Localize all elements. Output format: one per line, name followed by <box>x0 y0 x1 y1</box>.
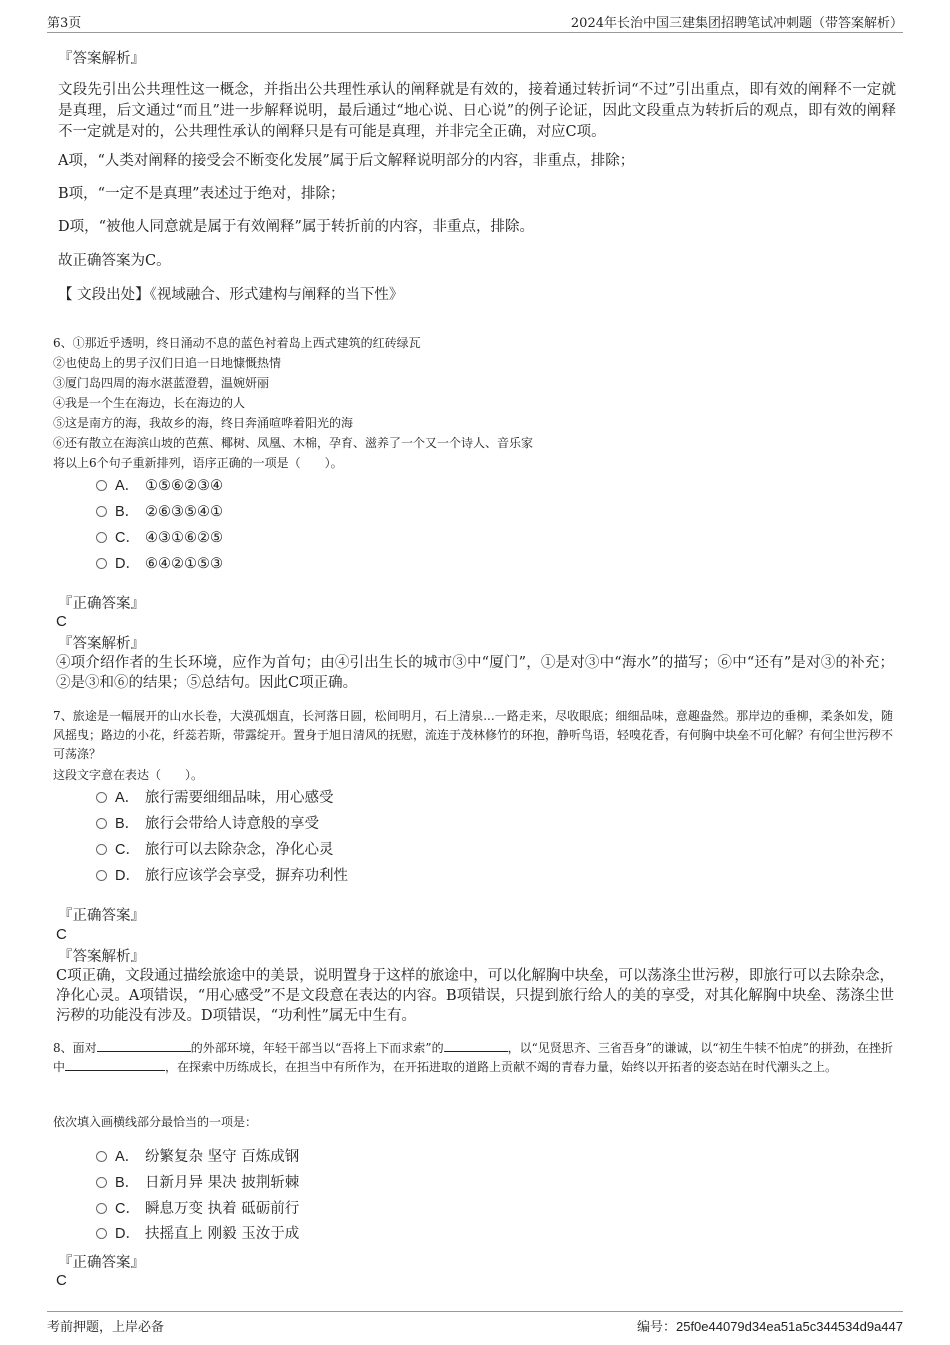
radio-icon[interactable] <box>96 1151 107 1162</box>
q8-option-b[interactable]: B． 日新月异 果决 披荆斩棘 <box>96 1172 299 1194</box>
q8-option-a[interactable]: A． 纷繁复杂 坚守 百炼成钢 <box>96 1146 299 1168</box>
q6-option-c[interactable]: C． ④③①⑥②⑤ <box>96 527 223 549</box>
radio-icon[interactable] <box>96 1203 107 1214</box>
q6-option-a[interactable]: A． ①⑤⑥②③④ <box>96 475 223 497</box>
radio-icon[interactable] <box>96 480 107 491</box>
radio-icon[interactable] <box>96 1177 107 1188</box>
radio-icon[interactable] <box>96 844 107 855</box>
page-number: 第3页 <box>47 16 82 31</box>
blank-1[interactable] <box>97 1039 191 1052</box>
q8-correct-title: 『正确答案』 <box>58 1255 145 1271</box>
radio-icon[interactable] <box>96 870 107 881</box>
q6-line-2: ②也使岛上的男子汉们日追一日地慷慨热情 <box>53 356 282 370</box>
q5-option-b-note: B项，“一定不是真理”表述过于绝对，排除； <box>58 186 345 202</box>
q6-correct-title: 『正确答案』 <box>58 596 145 612</box>
q6-line-5: ⑤这是南方的海，我故乡的海，终日奔涌喧哗着阳光的海 <box>53 416 354 430</box>
q6-correct-answer: C <box>56 613 67 630</box>
q7-analysis-text: C项正确，文段通过描绘旅途中的美景，说明置身于这样的旅途中，可以化解胸中块垒，可以荡涤尘世污秽，即旅行可以去除杂念，净化心灵。A项错误，“用心感受”不是文段意在表达的内容。B项错误，只提到旅行给人的美的享受，对其化解胸中块垒、荡涤尘世污秽的功能没有涉及。D项错误，“功利性”属无中生有。 <box>56 968 894 1024</box>
radio-icon[interactable] <box>96 532 107 543</box>
blank-2[interactable] <box>444 1039 508 1052</box>
page-header <box>47 10 903 33</box>
radio-icon[interactable] <box>96 506 107 517</box>
radio-icon[interactable] <box>96 558 107 569</box>
q6-line-6: ⑥还有散立在海滨山坡的芭蕉、椰树、凤凰、木棉，孕育、滋养了一个又一个诗人、音乐家 <box>53 436 534 450</box>
document-title: 2024年长治中国三建集团招聘笔试冲刺题（带答案解析） <box>570 16 903 31</box>
q7-option-d[interactable]: D． 旅行应该学会享受，摒弃功利性 <box>96 865 348 887</box>
q6-line-1: 6、①那近乎透明，终日涌动不息的蓝色衬着岛上西式建筑的红砖绿瓦 <box>53 336 421 350</box>
q7-analysis-title: 『答案解析』 <box>58 949 145 965</box>
q8-stem: 8、面对 的外部环境，年轻干部当以“吾将上下而求索”的 ，以“见贤思齐、三省吾身”的谦诚，以“初生牛犊不怕虎”的拼劲，在挫折中 ，在探索中历练成长，在担当中有所作为，在开拓进取的道路上贡献不竭的青春力量，始终以开拓者的姿态站在时代潮头之上。 <box>53 1041 894 1074</box>
q6-analysis-text: ④项介绍作者的生长环境，应作为首句；由④引出生长的城市③中“厦门”，①是对③中“海水”的描写；⑥中“还有”是对③的补充；②是③和⑥的结果；⑤总结句。因此C项正确。 <box>56 655 894 691</box>
radio-icon[interactable] <box>96 1228 107 1239</box>
q5-conclusion: 故正确答案为C。 <box>58 253 171 269</box>
q7-option-a[interactable]: A． 旅行需要细细品味，用心感受 <box>96 787 334 809</box>
q5-analysis-text: 文段先引出公共理性这一概念，并指出公共理性承认的阐释就是有效的，接着通过转折词“不过”引出重点，即有效的阐释不一定就是真理，后文通过“而且”进一步解释说明，最后通过“地心说、日心说”的例子论证，因此文段重点为转折后的观点，即有效的阐释不一定就是对的，公共理性承认的阐释只是有可能是真理，并非完全正确，对应C项。 <box>58 82 896 140</box>
q5-option-a-note: A项，“人类对阐释的接受会不断变化发展”属于后文解释说明部分的内容，非重点，排除； <box>58 153 635 169</box>
footer-slogan: 考前押题，上岸必备 <box>47 1320 165 1335</box>
radio-icon[interactable] <box>96 792 107 803</box>
document-id: 编号：25f0e44079d34ea51a5c344534d9a447 <box>636 1319 903 1334</box>
page-footer <box>47 1311 903 1338</box>
q8-option-c[interactable]: C． 瞬息万变 执着 砥砺前行 <box>96 1198 299 1220</box>
q8-correct-answer: C <box>56 1272 67 1289</box>
q8-question: 依次填入画横线部分最恰当的一项是： <box>53 1115 258 1129</box>
blank-3[interactable] <box>65 1058 165 1071</box>
q6-line-4: ④我是一个生在海边，长在海边的人 <box>53 396 246 410</box>
q6-prompt: 将以上6个句子重新排列，语序正确的一项是（ ）。 <box>53 456 343 470</box>
q7-option-b[interactable]: B． 旅行会带给人诗意般的享受 <box>96 813 319 835</box>
q7-correct-title: 『正确答案』 <box>58 908 145 924</box>
q7-option-c[interactable]: C． 旅行可以去除杂念，净化心灵 <box>96 839 334 861</box>
q5-option-d-note: D项，“被他人同意就是属于有效阐释”属于转折前的内容，非重点，排除。 <box>58 219 534 235</box>
q6-analysis-title: 『答案解析』 <box>58 636 145 652</box>
q6-line-3: ③厦门岛四周的海水湛蓝澄碧，温婉妍丽 <box>53 376 270 390</box>
q8-option-d[interactable]: D． 扶摇直上 刚毅 玉汝于成 <box>96 1223 299 1245</box>
radio-icon[interactable] <box>96 818 107 829</box>
q7-correct-answer: C <box>56 926 67 943</box>
q5-analysis-title: 『答案解析』 <box>58 51 145 67</box>
q6-option-b[interactable]: B． ②⑥③⑤④① <box>96 501 223 523</box>
q6-option-d[interactable]: D． ⑥④②①⑤③ <box>96 553 223 575</box>
q7-question: 这段文字意在表达（ ）。 <box>53 768 204 782</box>
q7-stem: 7、旅途是一幅展开的山水长卷，大漠孤烟直，长河落日圆，松间明月，石上清泉...一路走来，尽收眼底；细细品味，意趣盎然。那岸边的垂柳，柔条如发，随风摇曳；路边的小花，纤蕊若斯，带露绽开。置身于旭日清风的抚慰，流连于茂林修竹的环抱，静听鸟语，轻嗅花香，有何胸中块垒不可化解？有何尘世污秽不可荡涤？ <box>53 709 894 761</box>
q5-source: 【 文段出处】《视域融合、形式建构与阐释的当下性》 <box>58 287 404 303</box>
